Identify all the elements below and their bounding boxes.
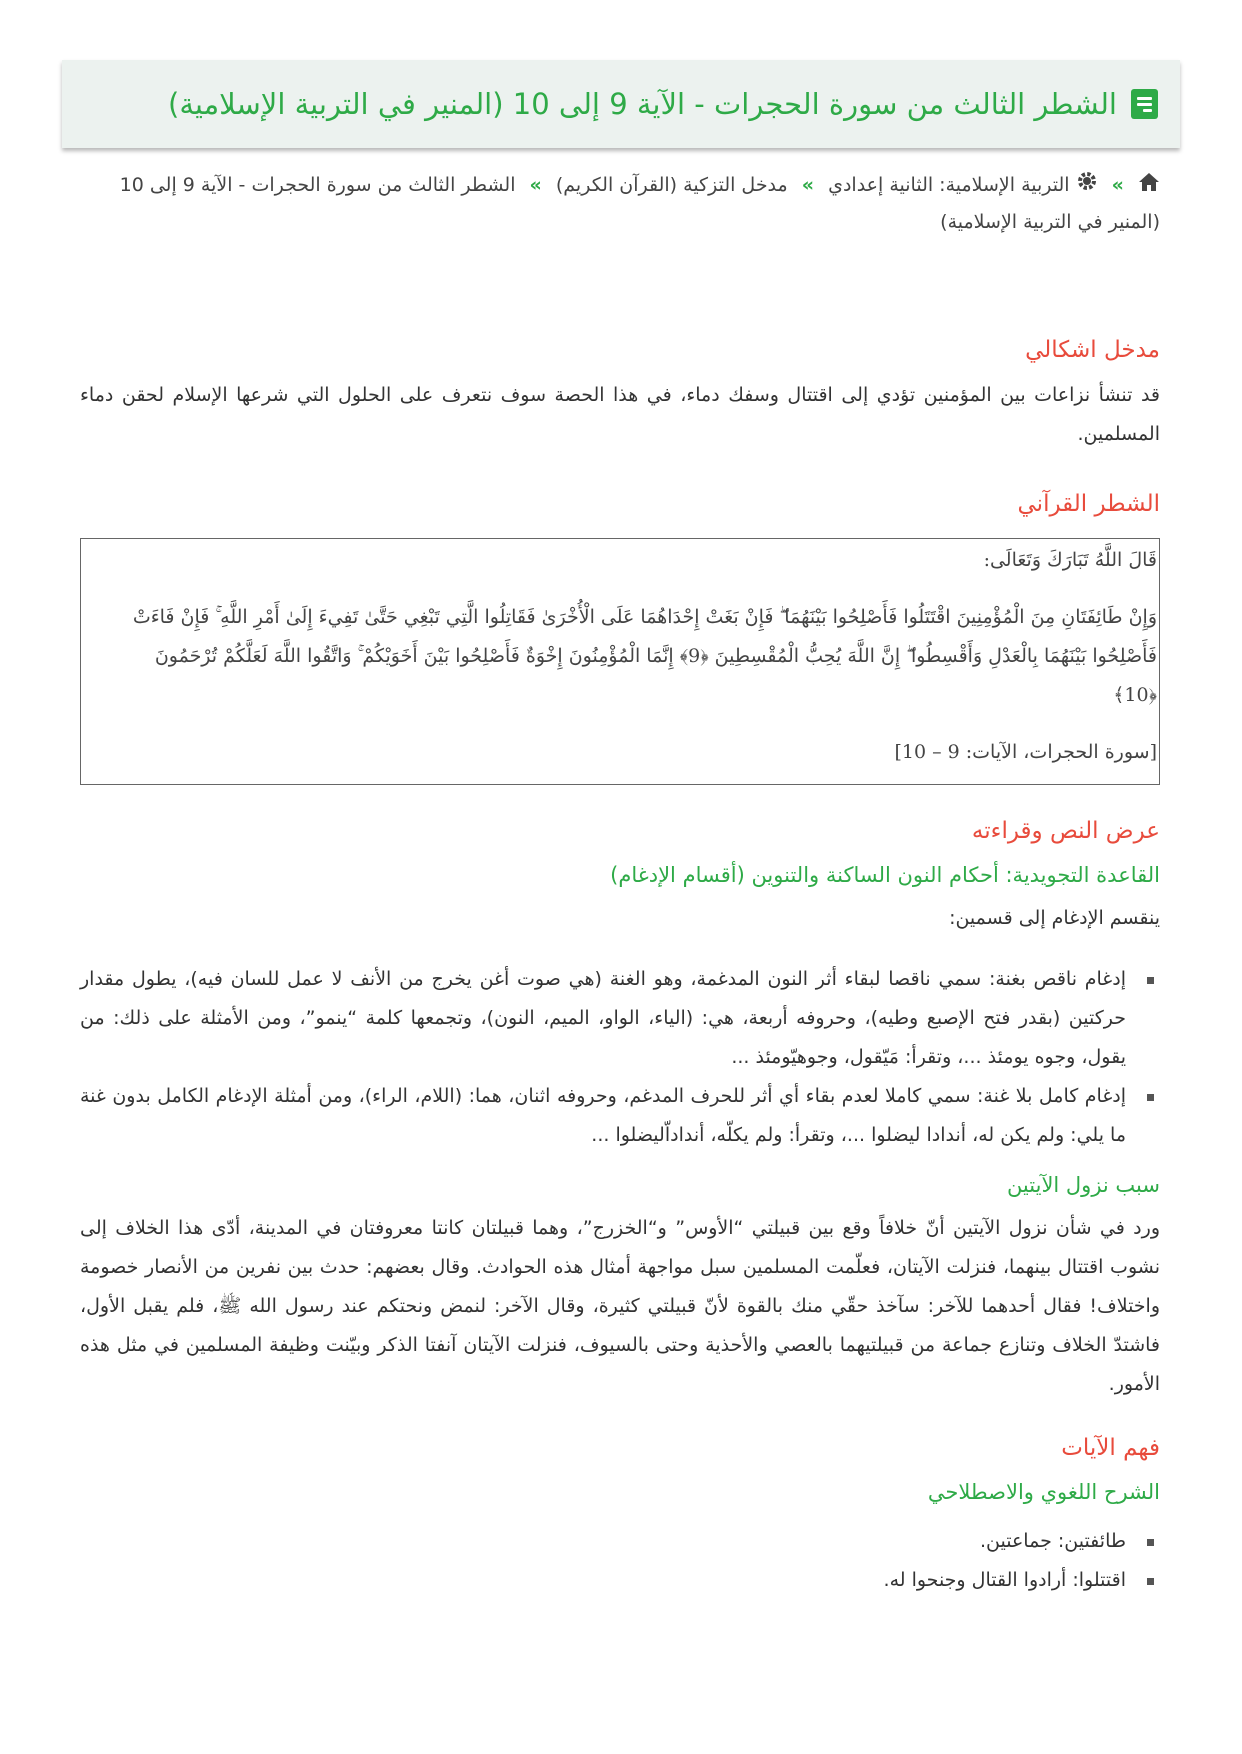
list-item: إدغام كامل بلا غنة: سمي كاملا لعدم بقاء أي أثر للحرف المدغم، وحروفه اثنان، هما: (اللام، الراء)، ومن أمثلة الإدغام الكامل بدون غنة ما يلي: ولم يكن له، أندادا ليضلوا ...، وتقرأ: ولم يكلّه، أنداداّليضلوا ... — [80, 1077, 1126, 1155]
list-item: طائفتين: جماعتين. — [80, 1522, 1126, 1561]
idgham-intro: ينقسم الإدغام إلى قسمين: — [949, 907, 1160, 929]
tajweed-rule-heading: القاعدة التجويدية: أحكام النون الساكنة والتنوين (أقسام الإدغام) — [610, 863, 1160, 887]
list-item: اقتتلوا: أرادوا القتال وجنحوا له. — [80, 1561, 1126, 1600]
quran-section — [80, 484, 1160, 785]
intro-section — [80, 330, 1160, 454]
gear-icon — [1076, 168, 1098, 204]
understanding-section — [80, 1428, 1160, 1600]
glossary-list — [80, 1522, 1160, 1600]
breadcrumb-separator: » — [529, 174, 542, 196]
breadcrumb-separator: » — [1111, 174, 1124, 196]
breadcrumb — [100, 167, 1160, 240]
understanding-heading: فهم الآيات — [1061, 1435, 1160, 1461]
quran-heading: الشطر القرآني — [1017, 491, 1160, 517]
document-icon — [1131, 89, 1158, 119]
verse-text: وَإِنْ طَائِفَتَانِ مِنَ الْمُؤْمِنِينَ اقْتَتَلُوا فَأَصْلِحُوا بَيْنَهُمَا ۖ فَإِنْ بَغَتْ إِحْدَاهُمَا عَلَى الْأُخْرَىٰ فَقَاتِلُوا الَّتِي تَبْغِي حَتَّىٰ تَفِيءَ إِلَىٰ أَمْرِ اللَّهِ ۚ فَإِنْ فَاءَتْ فَأَصْلِحُوا بَيْنَهُمَا بِالْعَدْلِ وَأَقْسِطُوا ۖ إِنَّ اللَّهَ يُحِبُّ الْمُقْسِطِينَ ﴿9﴾ إِنَّمَا الْمُؤْمِنُونَ إِخْوَةٌ فَأَصْلِحُوا بَيْنَ أَخَوَيْكُمْ ۚ وَاتَّقُوا اللَّهَ لَعَلَّكُمْ تُرْحَمُونَ ﴿10﴾ — [132, 606, 1157, 706]
cause-section — [80, 1165, 1160, 1404]
verse-box — [80, 538, 1160, 785]
list-item: إدغام ناقص بغنة: سمي ناقصا لبقاء أثر النون المدغمة، وهو الغنة (هي صوت أغن يخرج من الأنف لا عمل للسان فيه)، يطول مقدار حركتين (بقدر فتح الإصبع وطيه)، وحروفه أربعة، هي: (الياء، الواو، الميم، النون)، وتجمعها كلمة “ينمو”، ومن الأمثلة على ذلك: من يقول، وجوه يومئذ ...، وتقرأ: مَيّقول، وجوهيّومئذ ... — [80, 960, 1126, 1077]
article-content — [80, 330, 1160, 1600]
breadcrumb-item-unit[interactable]: مدخل التزكية (القرآن الكريم) — [555, 174, 788, 196]
intro-heading: مدخل اشكالي — [1025, 337, 1160, 363]
home-icon[interactable] — [1138, 168, 1160, 204]
breadcrumb-item-level[interactable]: التربية الإسلامية: الثانية إعدادي — [828, 174, 1070, 196]
verse-reference: [سورة الحجرات، الآيات: 9 – 10] — [894, 741, 1157, 763]
breadcrumb-item-current: الشطر الثالث من سورة الحجرات - الآية 9 إلى 10 (المنير في التربية الإسلامية) — [119, 174, 1160, 233]
verse-opening: قَالَ اللَّهُ تَبَارَكَ وَتَعَالَى: — [983, 549, 1157, 571]
glossary-heading: الشرح اللغوي والاصطلاحي — [927, 1480, 1160, 1504]
cause-heading: سبب نزول الآيتين — [1006, 1173, 1160, 1197]
page-title: الشطر الثالث من سورة الحجرات - الآية 9 إلى 10 (المنير في التربية الإسلامية) — [168, 87, 1117, 121]
intro-text: قد تنشأ نزاعات بين المؤمنين تؤدي إلى اقتتال وسفك دماء، في هذا الحصة سوف نتعرف على الحلول التي شرعها الإسلام لحقن دماء المسلمين. — [80, 384, 1160, 445]
breadcrumb-separator: » — [801, 174, 815, 196]
reading-heading: عرض النص وقراءته — [971, 818, 1160, 844]
idgham-list — [80, 960, 1160, 1155]
reading-section — [80, 811, 1160, 1155]
cause-text: ورد في شأن نزول الآيتين أنّ خلافاً وقع بين قبيلتي “الأوس” و“الخزرج”، وهما قبيلتان كانتا معروفتان في المدينة، أدّى هذا الخلاف إلى نشوب اقتتال بينهما، فنزلت الآيتان، فعلّمت المسلمين سبل مواجهة أمثال هذه الحوادث. وقال بعضهم: حدث بين نفرين من الأنصار خصومة واختلاف! فقال أحدهما للآخر: سآخذ حقّي منك بالقوة لأنّ قبيلتي كثيرة، وقال الآخر: لنمض ونحتكم عند رسول الله ﷺ، فلم يقبل الأول، فاشتدّ الخلاف وتنازع جماعة من قبيلتيهما بالعصي والأحذية وحتى بالسيوف، فنزلت الآيتان آنفتا الذكر وبيّنت وظيفة المسلمين في مثل هذه الأمور. — [80, 1217, 1160, 1395]
page-header — [62, 60, 1180, 148]
